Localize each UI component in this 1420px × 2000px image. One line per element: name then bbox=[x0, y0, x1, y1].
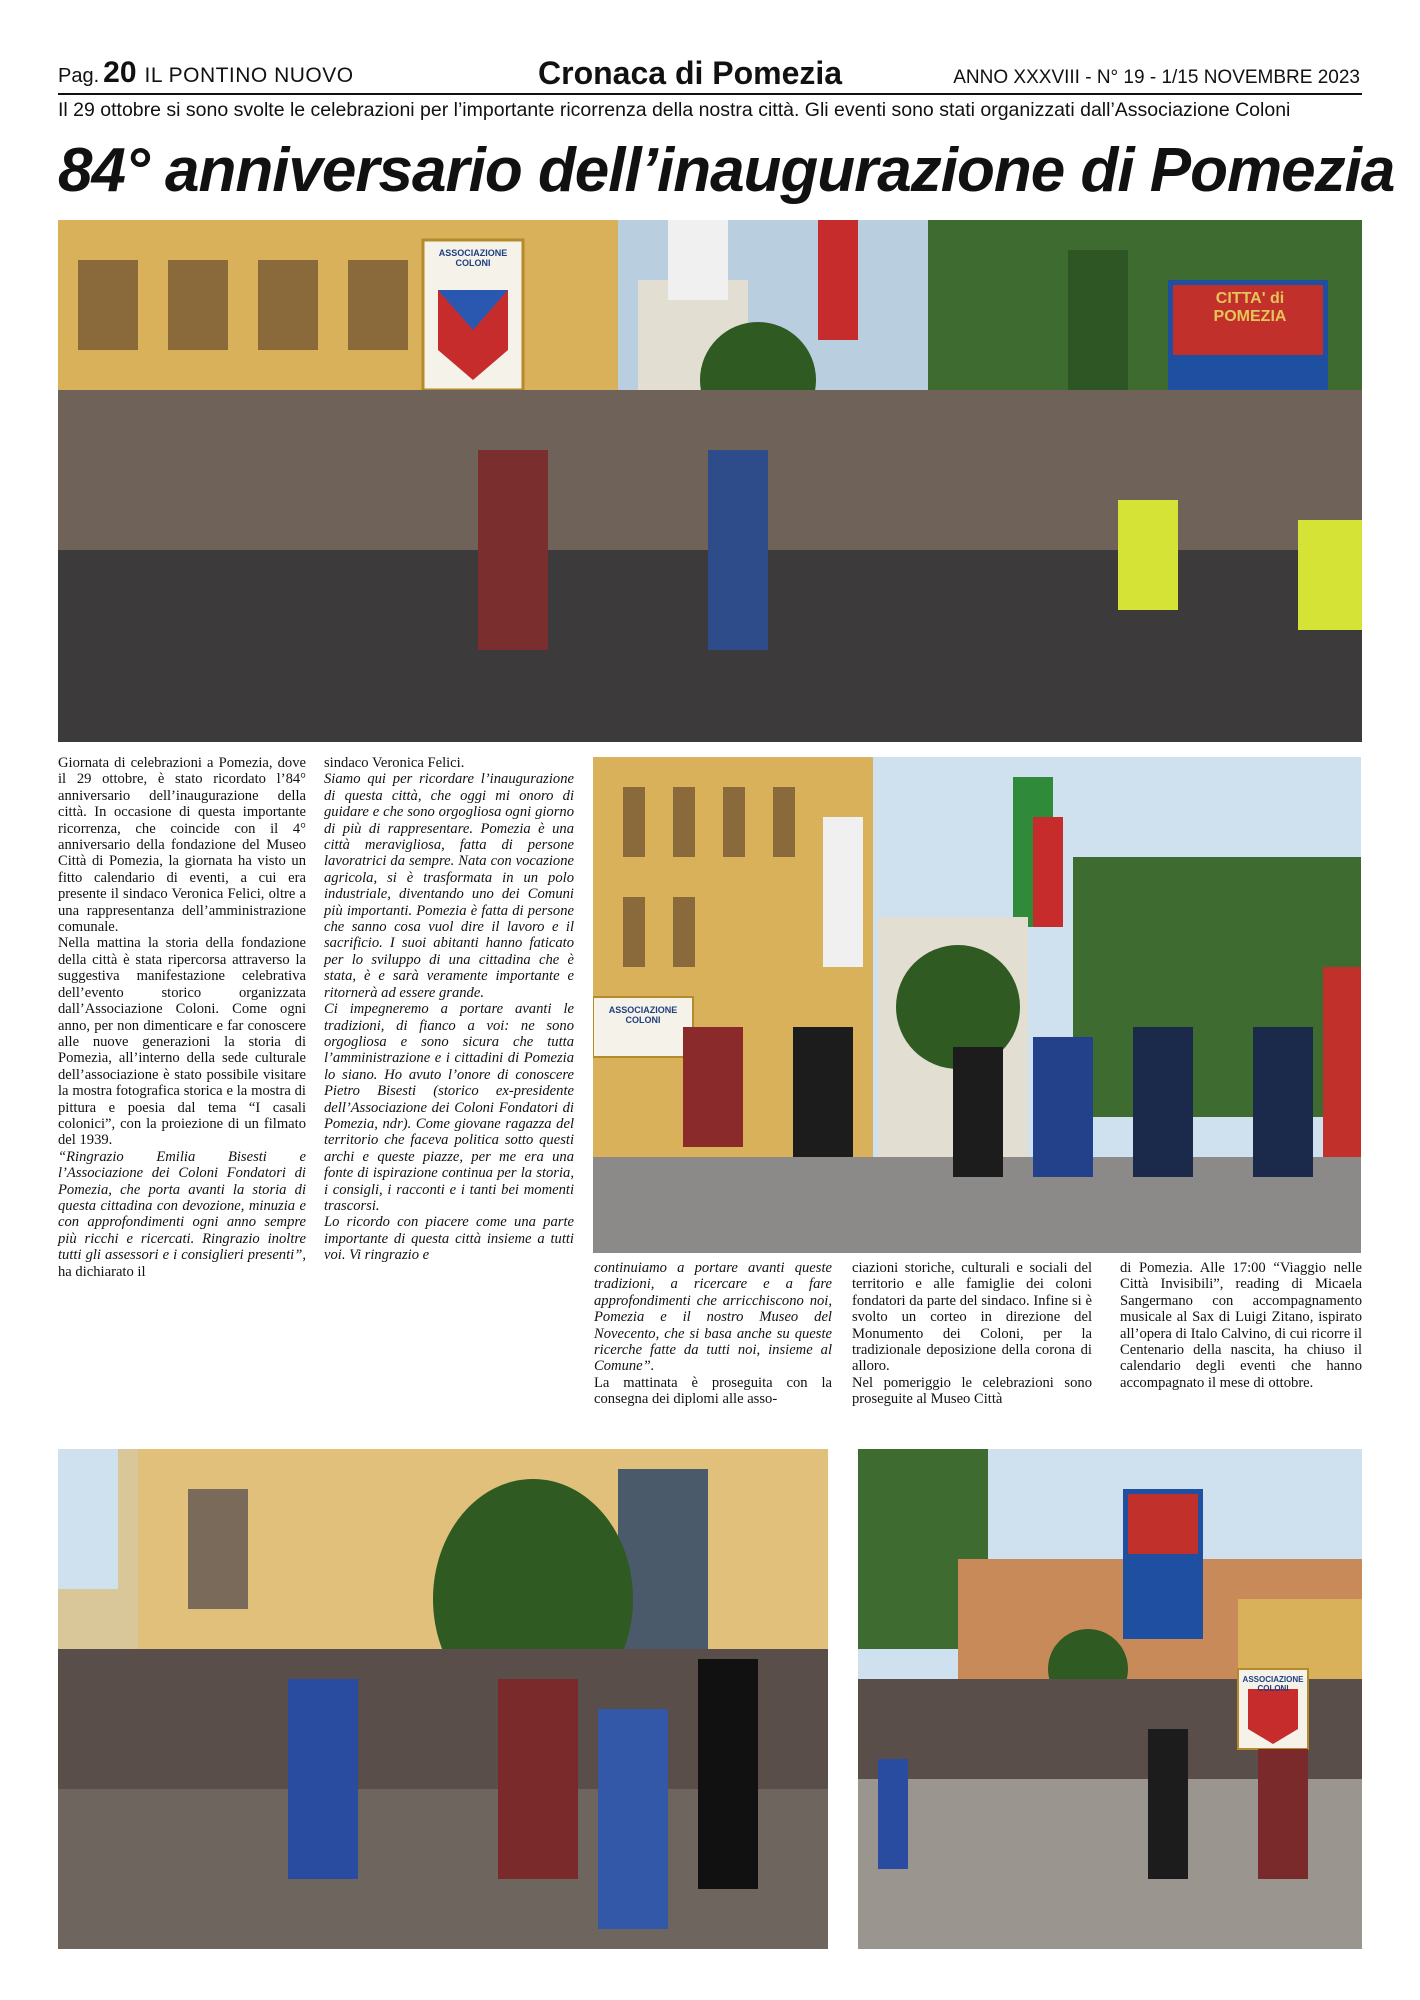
banner-right-label: CITTA' di POMEZIA bbox=[1213, 290, 1287, 325]
photo-procession-image bbox=[858, 1449, 1362, 1949]
page-header bbox=[58, 55, 1362, 92]
col1-quote-tail: , ha dichiarato il bbox=[58, 1247, 306, 1280]
col2-p4: Lo ricordo con piacere come una parte importante di questa città insieme a tutti voi. Vi ringrazio e bbox=[324, 1214, 574, 1264]
article-col-3 bbox=[594, 1260, 832, 1408]
article-col-4 bbox=[852, 1260, 1092, 1408]
photo-wreath-image bbox=[58, 1449, 828, 1949]
page-label: Pag. bbox=[58, 65, 100, 87]
col3-p1: continuiamo a portare avanti queste tradizioni, a ricercare e a fare approfondimenti che arricchiscono noi, Pomezia e il nostro Museo del Novecento, che si basa anche su queste ricerche fatte da tutti noi, insieme al Comune”. bbox=[594, 1260, 832, 1375]
header-rule bbox=[58, 93, 1362, 95]
headline: 84° anniversario dell’inaugurazione di Pomezia bbox=[58, 136, 1395, 205]
col1-p1: Giornata di celebrazioni a Pomezia, dove il 29 ottobre, è stato ricordato l’84° anniversario dell’inaugurazione della città. In occasione di questa importante ricorrenza, che coincide con il 4° anniversario della fondazione del Museo Città di Pomezia, la giornata ha visto un fitto calendario di eventi, a cui era presente il sindaco Veronica Felici, oltre a una rappresentanza dell’amministrazione comunale. bbox=[58, 755, 306, 936]
article-col-5 bbox=[1120, 1260, 1362, 1391]
photo-ceremony-image bbox=[593, 757, 1361, 1253]
publication-name: IL PONTINO NUOVO bbox=[144, 64, 354, 87]
photo-procession bbox=[858, 1449, 1362, 1949]
col4-p2: Nel pomeriggio le celebrazioni sono proseguite al Museo Città bbox=[852, 1374, 1092, 1408]
banner-left-label: ASSOCIAZIONE COLONI bbox=[438, 248, 508, 268]
col2-p3: Ci impegneremo a portare avanti le tradizioni, di fianco a voi: ne sono orgogliosa e sono sicura che tutta l’amministrazione e i cittadini di Pomezia lo siano. Ho avuto l’onore di conoscere Pietro Bisesti (storico ex-presidente dell’Associazione dei Coloni Fondatori di Pomezia, ndr). Come giovane ragazza del territorio che faceva politica sotto questi archi e queste piazze, per me era una fonte di ispirazione continua per la storia, i consigli, i racconti e i tanti bei momenti trascorsi. bbox=[324, 1001, 574, 1214]
photo-group-image bbox=[58, 220, 1362, 742]
issue-info: ANNO XXXVIII - N° 19 - 1/15 NOVEMBRE 2023 bbox=[953, 67, 1360, 88]
article-col-2 bbox=[324, 755, 574, 1264]
col2-p2: Siamo qui per ricordare l’inaugurazione di questa città, che oggi mi onoro di guidare e che sono orgogliosa ogni giorno di più di rappresentare. Pomezia è una città meravigliosa, fatta di persone lavoratrici da sempre. Nata con vocazione agricola, si è trasformata in un polo industriale, diventando uno dei Comuni più importanti. Pomezia è fatta di persone che sanno cosa vuol dire il lavoro e il sacrificio. I suoi abitanti hanno faticato per lo sviluppo di una cittadina che è stata, è e sarà veramente importante e ritornerà ad essere grande. bbox=[324, 771, 574, 1001]
col4-p1: ciazioni storiche, culturali e sociali del territorio e alle famiglie dei coloni fondatori da parte del sindaco. Infine si è svolto un corteo in direzione del Monumento dei Coloni, per la tradizionale deposizione della corona di alloro. bbox=[852, 1260, 1092, 1375]
col2-p1: sindaco Veronica Felici. bbox=[324, 755, 465, 771]
page-number: 20 bbox=[103, 56, 137, 89]
photo-group-celebration bbox=[58, 220, 1362, 742]
section-title: Cronaca di Pomezia bbox=[538, 55, 843, 91]
banner-small-label: ASSOCIAZIONE COLONI bbox=[608, 1005, 678, 1025]
col5-p1: di Pomezia. Alle 17:00 “Viaggio nelle Città Invisibili”, reading di Micaela Sangermano con accompagnamento musicale al Sax di Luigi Zitano, ispirato all’opera di Italo Calvino, di cui ricorre il Centenario della nascita, ha chiuso il calendario degli eventi che hanno accompagnato il mese di ottobre. bbox=[1120, 1260, 1362, 1391]
col1-p2: Nella mattina la storia della fondazione della città è stata ripercorsa attraverso la suggestiva manifestazione celebrativa dell’evento storico organizzata dall’Associazione Coloni. Come ogni anno, per non dimenticare e far conoscere alle nuove generazioni la storia di Pomezia, all’interno della sede culturale dell’associazione è stato possibile visitare la mostra fotografica storica e la mostra di pittura e poesia dal tema “I casali colonici”, con la proiezione di un filmato del 1939. bbox=[58, 935, 306, 1149]
col1-quote: “Ringrazio Emilia Bisesti e l’Associazione dei Coloni Fondatori di Pomezia, che porta avanti la storia di questa cittadina con devozione, minuzia e con approfondimenti ogni anno sempre più ricchi e ricercati. Ringrazio inoltre tutti gli assessori e i consiglieri presenti” bbox=[58, 1148, 306, 1264]
photo-ceremony-monument bbox=[593, 757, 1361, 1253]
article-col-1 bbox=[58, 755, 306, 1280]
col3-p2: La mattinata è proseguita con la consegna dei diplomi alle asso- bbox=[594, 1374, 832, 1408]
kicker: Il 29 ottobre si sono svolte le celebrazioni per l’importante ricorrenza della nostra città. Gli eventi sono stati organizzati dall’Associazione Coloni bbox=[58, 99, 1291, 121]
photo-wreath-bearers bbox=[58, 1449, 828, 1949]
banner-bottom-label: ASSOCIAZIONE COLONI bbox=[1242, 1675, 1304, 1693]
page-info bbox=[58, 56, 354, 90]
